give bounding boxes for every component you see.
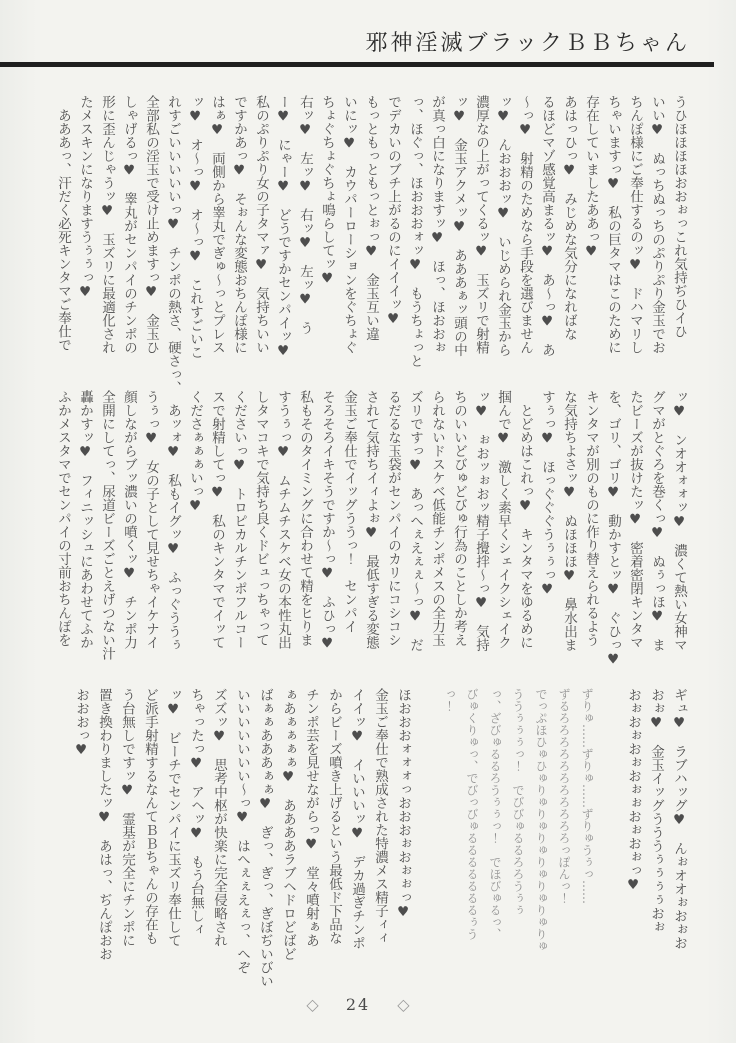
vertical-text-block-1 — [52, 95, 690, 403]
text-column: たメスキンになりますうぅぅっ♥ — [77, 95, 93, 300]
text-column: な気持ちよさッ♥ ぬほほほ♥ 鼻水出ま — [561, 390, 577, 652]
text-column: ちんぽ様にご奉仕するのッ♥ ドハマリし — [627, 95, 643, 354]
text-column: ちゃいますっ♥ 私の巨タマはこのために — [605, 95, 621, 354]
text-column: グマがとぐろを巻くっ♥ ぬぅっほ♥ ま — [649, 390, 665, 652]
text-column: るだるな玉袋がセンパイのカリにコシコシ — [385, 390, 401, 647]
title-divider-rule — [0, 62, 714, 67]
text-column: ッ♥ オ〜っ♥ オ〜っ♥ これすごいこ — [187, 95, 203, 359]
text-column: びゅくりゅっ、でびっびゅるるるるるるるぅう — [465, 688, 479, 940]
text-column: 私もそのタイミングに合わせて精をヒりま — [297, 390, 313, 647]
text-column: ッ♥ ビーチでセンパイに玉ズリ奉仕して — [165, 688, 181, 947]
text-column: ど派手射精するなんてＢＢちゃんの存在も — [142, 688, 158, 945]
text-column: 轟かすッ♥ フィニッシュにあわせてふか — [77, 390, 93, 649]
text-column: されて気持ちイィよぉ♥ 最低すぎる変態 — [363, 390, 379, 649]
text-column: はぁ♥ 両側から睾丸でぎゅ〜っとプレス — [209, 95, 225, 354]
text-column: しタマコキで気持ち良くドビュっちゃって — [253, 390, 269, 647]
text-column: いい♥ ぬっちぬっちのぷりぷり金玉でお — [649, 95, 665, 354]
text-column: うぅっ♥ 女の子として見せちゃイケナイ — [143, 390, 159, 649]
page-footer — [0, 995, 716, 1014]
text-column: イイッ♥ イいいいッ♥ デカ過ぎチンポ — [349, 688, 365, 950]
text-column: っ！ — [442, 688, 456, 712]
text-column: 右ッ♥ 左ッ♥ 右ッ♥ 左ッ♥ う — [297, 95, 313, 335]
text-column: すぅっ♥ ほっぐぐぐうぅぅっ♥ — [539, 390, 555, 598]
text-column: ちょぐちょぐちょ鳴らしてッ♥ — [319, 95, 335, 287]
text-column: ッ♥ ぉおッぉおッ精子攪拌〜っ♥ 気持 — [473, 390, 489, 652]
text-column: あはっひっ♥ みじめな気分になればな — [561, 95, 577, 341]
text-column: れすごいいいいいっ♥ チンポの熱さ、硬さっ、 — [165, 95, 181, 395]
text-column: あッォ♥ 私もイグッ♥ ふっぐううぅ — [165, 390, 181, 652]
text-column: ッ♥ んおおおッ♥ いじめられ金玉から — [495, 95, 511, 357]
text-column: ギュ♥ ラブハッグ♥ んぉオオぉおぉお — [671, 688, 687, 950]
page-number: 24 — [345, 995, 371, 1014]
text-column: キンタマが別のものに作り替えられるよう — [583, 390, 599, 647]
text-column: からビーズ噴き上げるという最低ド下品な — [326, 688, 342, 945]
text-column: ッ♥ ンオオォォッ♥ 濃くて熱い女神マ — [671, 390, 687, 652]
text-column: おぉ♥ 金玉イッグうううぅぅぅぅおぉ — [648, 688, 664, 934]
text-column: うひほほほほおおぉっこれ気持ぢひイひ — [671, 95, 687, 338]
text-column: う台無しですッ♥ 霊基が完全にチンポに — [119, 688, 135, 947]
text-column: あああっ、汗だく必死キンタマご奉仕で — [55, 95, 71, 352]
text-column: ぁあぁぁぁぁ♥ ああああラブヘドロどばど — [280, 688, 296, 961]
text-column: 全部私の淫玉で受け止めますっ♥ 金玉ひ — [143, 95, 159, 354]
text-column: 〜っ♥ 射精のためなら手段を選びません — [517, 95, 533, 354]
column-gap — [414, 688, 437, 1000]
text-column: 形に歪んじゃうッ♥ 玉ズリに最適化され — [99, 95, 115, 354]
vertical-text-block-3 — [69, 688, 690, 1000]
text-column: ううぅぅぅっ！ でびびゅるるろろうぅぅ — [511, 688, 525, 916]
text-column: いいいいいいい〜っ♥ はへぇぇえぇっ、へぞ — [234, 688, 250, 974]
text-column: ずりゅ……ずりゅ……ずりゅうぅっ…… — [580, 688, 594, 904]
text-column: ですかあっ♥ そぉんな変態おちんぽ様に — [231, 95, 247, 354]
text-column: 金玉ご奉仕で熟成された特濃メス精子ィィ — [372, 688, 388, 945]
text-column: ちのいいどびゅどびゅ行為のことしか考え — [451, 390, 467, 647]
text-column: ズリですっ♥ あっへぇえぇぇ〜っ♥ だ — [407, 390, 423, 652]
text-column: られないドスケベ低能チンポメスの全力玉 — [429, 390, 445, 647]
text-column: たビーズが抜けたッ♥ 密着密閉キンタマ — [627, 390, 643, 649]
text-column: くださいっ♥ トロピカルチンポフルコー — [231, 390, 247, 649]
text-column: 濃厚なの上がってくるッ♥ 玉ズリで射精 — [473, 95, 489, 354]
text-column: っ、ほぐっ、ほおおおォッ♥ もうちょっと — [407, 95, 423, 368]
text-column: ふかメスタマでセンパイの寸前おちんぽを — [55, 390, 71, 647]
page-title: 邪神淫滅ブラックＢＢちゃん — [365, 31, 690, 56]
text-column: 掴んで♥ 激しく素早くシェイクシェイク — [495, 390, 511, 649]
text-column: すうぅっ♥ ムチムチスケベ女の本性丸出 — [275, 390, 291, 649]
footer-left-diamond-icon: ◇ — [306, 995, 319, 1014]
text-column: ばぁぁあああぁぁ♥ ぎっ、ぎっ、ぎぼぢいびい — [257, 688, 273, 988]
text-column: 金玉ご奉仕でイッグううっ！ センパイ — [341, 390, 357, 633]
text-column: 顔しながらブッ濃いの噴くッ♥ チンポ力 — [121, 390, 137, 649]
text-column: 存在していましたああっ♥ — [583, 95, 599, 260]
text-column: を、ゴリ、ゴリ♥ 動かすとッ♥ ぐひっ♥ — [605, 390, 621, 668]
text-column: ズズッ♥ 思考中枢が快楽に完全侵略され — [211, 688, 227, 947]
text-column: ー♥ にゃー♥ どうですかセンパイッ♥ — [275, 95, 291, 359]
text-column: おおおっ♥ — [73, 688, 89, 758]
text-column: チンポ芸を見せながらっ♥ 堂々噴射ぁあ — [303, 688, 319, 947]
footer-right-diamond-icon: ◇ — [397, 995, 410, 1014]
text-column: くださぁぁぁいっ♥ — [187, 390, 203, 514]
column-gap — [598, 688, 621, 1000]
text-column: っ、ざびゅるるろうぅぅっ！ でほびゅるっ、 — [488, 688, 502, 940]
text-column: ほおおおォォォっおおおぉおぉぉっ♥ — [395, 688, 411, 920]
text-column: おぉおぉおぉおぉぉおぉおぉっ♥ — [625, 688, 641, 893]
text-column: ずるろろろろろろろろろろろっぽんっ！ — [557, 688, 571, 904]
text-column: が真っ白になりますッ♥ ほっ、ほおおぉ — [429, 95, 445, 354]
text-column: 私のぷりぷり女の子タマァ♥ 気持ちいい — [253, 95, 269, 354]
text-column: そろそろイキそうですか〜っ♥ ふひっ♥ — [319, 390, 335, 652]
text-column: 全開にしてっ、尿道ビーズごとえげつない汁 — [99, 390, 115, 660]
text-column: スで射精してっ♥ 私のキンタマでイッて — [209, 390, 225, 649]
text-column: ッ♥ 金玉アクメッ♥ あああぁッ頭の中 — [451, 95, 467, 357]
text-column: るほどマゾ感覚高まるッ♥ あ〜っ♥ あ — [539, 95, 555, 357]
text-column: とどめはこれっ♥ キンタマをゆるめに — [517, 390, 533, 649]
text-column: ちゃったっ♥ アヘッ♥ もう台無しィ — [188, 688, 204, 936]
text-column: いにッ♥ カウパーローションをぐちょぐ — [341, 95, 357, 354]
vertical-text-block-2 — [52, 390, 690, 698]
text-column: しゃげるっ♥ 睾丸がセンパイのチンポの — [121, 95, 137, 354]
text-column: でっぷほひゅひゅりゅりゅりゅりゅりゅりゅりゅ — [534, 688, 548, 952]
text-column: 置き換わりましたッ♥ あはっ、ぢんぽおお — [96, 688, 112, 961]
text-column: でデカいのブチ上がるのにイイイッ♥ — [385, 95, 401, 327]
text-column: もっともっともっとぉっ♥ 金玉互い違 — [363, 95, 379, 341]
